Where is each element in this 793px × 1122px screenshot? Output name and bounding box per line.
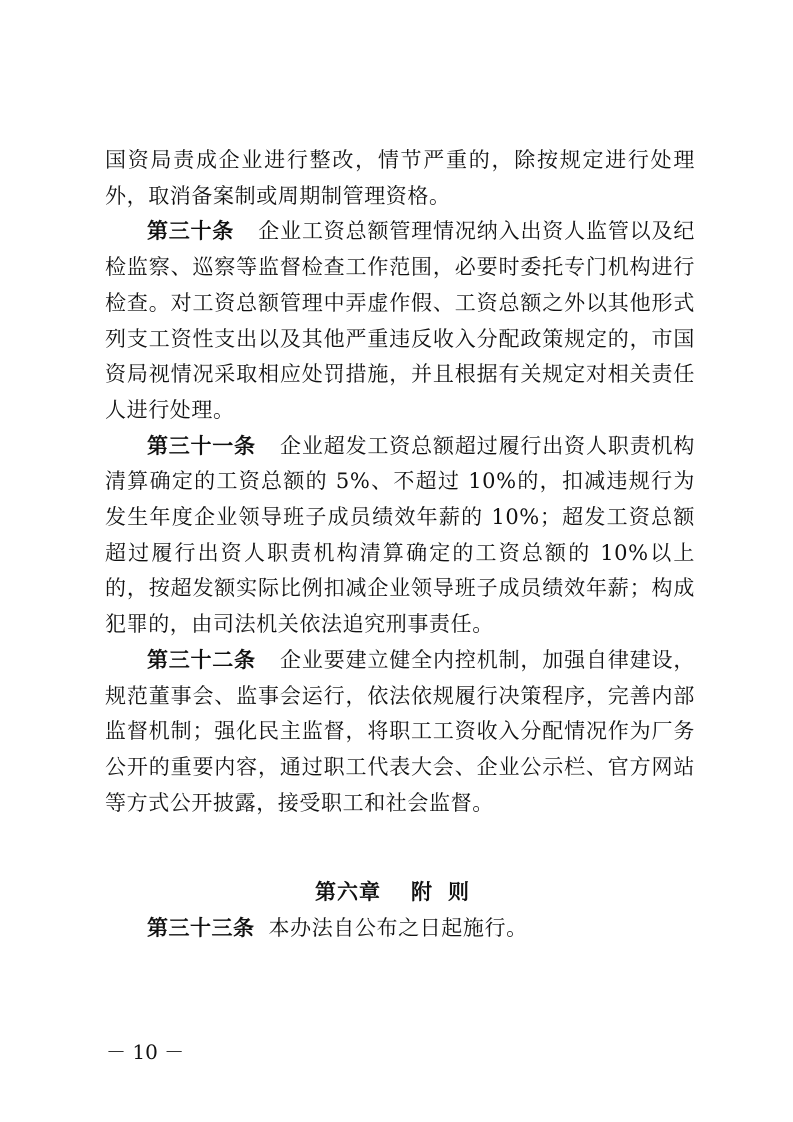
article-33 <box>105 911 695 947</box>
article-label: 第三十二条 <box>147 647 256 672</box>
article-text: 企业要建立健全内控机制，加强自律建设，规范董事会、监事会运行，依法依规履行决策程序，完善内部监督机制；强化民主监督，将职工工资收入分配情况作为厂务公开的重要内容，通过职工代表大会、企业公示栏、官方网站等方式公开披露，接受职工和社会监督。 <box>105 647 696 815</box>
article-text: 企业工资总额管理情况纳入出资人监管以及纪检监察、巡察等监督检查工作范围，必要时委托专门机构进行检查。对工资总额管理中弄虚作假、工资总额之外以其他形式列支工资性支出以及其他严重违反收入分配政策规定的，市国资局视情况采取相应处罚措施，并且根据有关规定对相关责任人进行处理。 <box>105 219 695 422</box>
chapter-name: 附则 <box>411 880 485 905</box>
article-label: 第三十一条 <box>147 433 256 458</box>
article-label: 第三十条 <box>147 219 234 244</box>
article-text: 本办法自公布之日起施行。 <box>268 916 528 941</box>
paragraph-continuation <box>105 143 695 214</box>
chapter-number: 第六章 <box>315 880 381 905</box>
article-30 <box>105 214 695 428</box>
article-label: 第三十三条 <box>147 916 255 941</box>
article-32 <box>105 643 695 822</box>
document-body <box>105 143 695 947</box>
chapter-heading <box>105 875 695 911</box>
article-31 <box>105 429 695 643</box>
article-text: 企业超发工资总额超过履行出资人职责机构清算确定的工资总额的 5%、不超过 10%的，扣减违规行为发生年度企业领导班子成员绩效年薪的 10%；超发工资总额超过履行出资人职责机构清算确定的工资总额的 10%以上的，按超发额实际比例扣减企业领导班子成员绩效年薪；构成犯罪的，由司法机关依法追究刑事责任。 <box>105 433 696 637</box>
page-number: － 10 － <box>106 1040 185 1064</box>
paragraph-text: 国资局责成企业进行整改，情节严重的，除按规定进行处理外，取消备案制或周期制管理资格。 <box>105 148 695 208</box>
